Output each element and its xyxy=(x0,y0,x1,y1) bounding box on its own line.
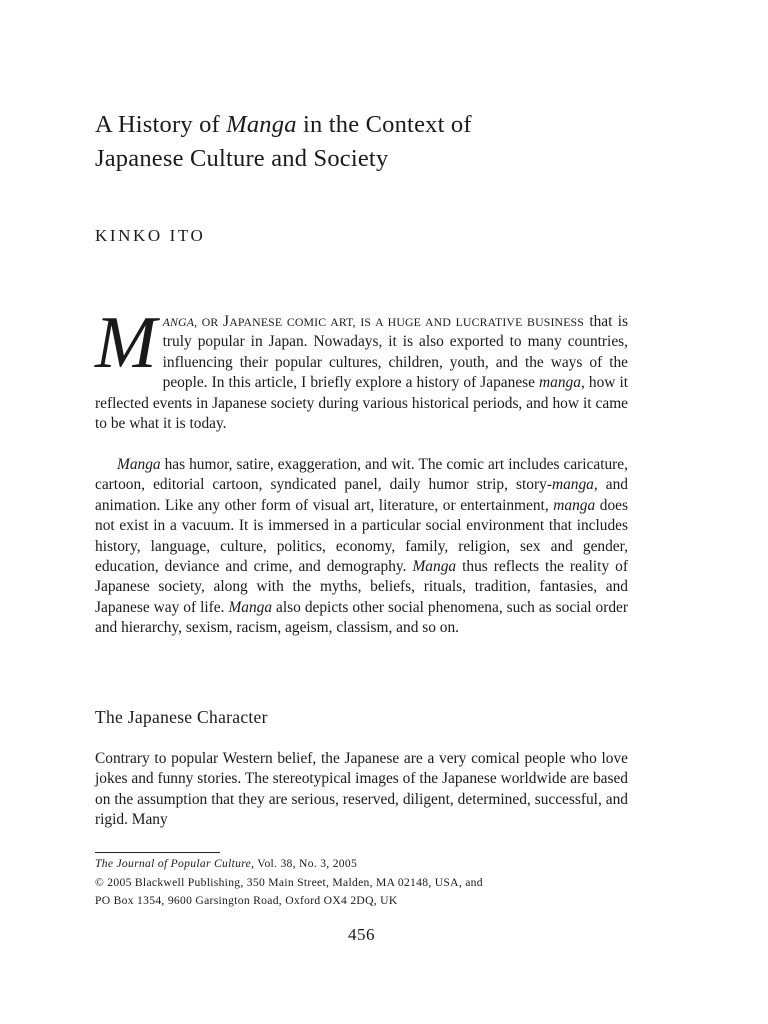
body-paragraph xyxy=(95,455,628,639)
footnote xyxy=(95,855,628,911)
drop-cap: M xyxy=(95,302,157,384)
author-name: KINKO ITO xyxy=(95,226,206,245)
paragraph-text: that is truly popular in Japan. Nowadays, it is also exported to many countries, influencing their popular cultures, children, youth, and the ways of the people. In this article, I briefly explore a history of Japanese xyxy=(162,313,629,392)
italic-term: Manga xyxy=(412,558,457,576)
intro-paragraph xyxy=(95,302,629,434)
paragraph-text: has humor, satire, exaggeration, and wit. The comic art includes caricature, cartoon, editorial cartoon, syndicated panel, daily humor strip, story- xyxy=(95,456,628,494)
paragraph-text: , and animation. Like any other form of visual art, literature, or entertainment, xyxy=(95,476,629,514)
lead-in-text: APANESE COMIC ART, IS A HUGE AND LUCRATIVE BUSINESS xyxy=(229,315,584,329)
italic-term: Manga xyxy=(228,598,273,616)
title-italic: Manga xyxy=(226,111,297,138)
footnote-rule xyxy=(95,852,220,853)
italic-term: Manga xyxy=(117,456,161,473)
journal-name: The Journal of Popular Culture xyxy=(95,857,252,870)
paragraph-text: thus reflects the reality of Japanese society, along with the myths, beliefs, rituals, tradition, fantasies, and Japanese way of life. xyxy=(95,558,628,616)
lead-in xyxy=(163,315,584,329)
lead-in-italic: ANGA xyxy=(162,315,195,329)
article-title xyxy=(95,108,628,176)
lead-in-text: , xyxy=(194,315,202,329)
section-heading: The Japanese Character xyxy=(95,707,268,727)
title-text: in the Context of xyxy=(296,111,472,138)
paragraph-text: , how it reflected events in Japanese society during various historical periods, and how it came to be what it is today. xyxy=(95,374,628,433)
italic-term: manga xyxy=(553,496,596,514)
body-paragraph: Contrary to popular Western belief, the Japanese are a very comical people who love jokes and funny stories. The stereotypical images of the Japanese worldwide are based on the assumption that they are serious, reserved, diligent, determined, successful, and rigid. Many xyxy=(95,750,628,829)
lead-in-capital: J xyxy=(223,313,230,330)
italic-term: manga xyxy=(551,476,594,494)
italic-term: manga xyxy=(539,374,581,392)
paragraph-text: also depicts other social phenomena, such as social order and hierarchy, sexism, racism, ageism, classism, and so on. xyxy=(95,598,629,637)
address-text: PO Box 1354, 9600 Garsington Road, Oxford OX4 2DQ, UK xyxy=(95,894,398,907)
copyright-text: © 2005 Blackwell Publishing, 350 Main Street, Malden, MA 02148, USA, and xyxy=(95,875,483,889)
journal-page xyxy=(95,0,628,1024)
title-text: A History of xyxy=(95,111,227,138)
paragraph-text: does not exist in a vacuum. It is immersed in a particular social environment that includes history, language, culture, politics, economy, family, religion, sex and gender, education, deviance and crime, and demography. xyxy=(95,496,628,576)
page-number: 456 xyxy=(348,925,375,944)
citation-text: , Vol. 38, No. 3, 2005 xyxy=(251,857,358,870)
title-text: Japanese Culture and Society xyxy=(95,145,389,172)
lead-in-text: OR xyxy=(201,315,224,329)
